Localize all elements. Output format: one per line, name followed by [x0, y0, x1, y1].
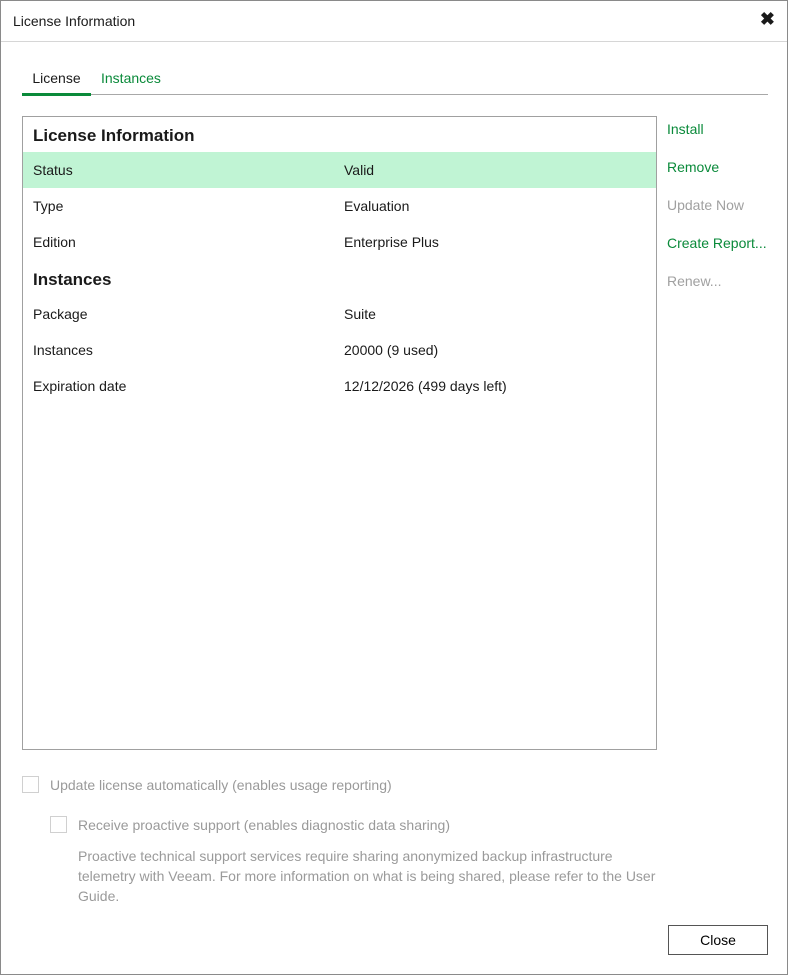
auto-update-label: Update license automatically (enables usage reporting) [50, 777, 392, 793]
tab-bar [22, 67, 768, 95]
proactive-support-description: Proactive technical support services require sharing anonymized backup infrastructure telemetry with Veeam. For more information on what is being shared, please refer to the User Guide. [78, 848, 656, 904]
license-details-panel [22, 116, 657, 750]
close-button[interactable]: Close [668, 925, 768, 955]
section-license-information: License Information [33, 126, 195, 145]
table-row-instances[interactable] [23, 332, 656, 368]
row-value: Evaluation [344, 198, 410, 214]
section-instances: Instances [33, 270, 112, 289]
tab-instances[interactable]: Instances [101, 70, 161, 86]
row-value: Enterprise Plus [344, 234, 439, 250]
auto-update-checkbox[interactable] [22, 776, 39, 793]
proactive-support-checkbox[interactable] [50, 816, 67, 833]
row-value: 12/12/2026 (499 days left) [344, 378, 507, 394]
row-key: Type [33, 198, 64, 214]
row-value: Suite [344, 306, 376, 322]
close-icon[interactable]: ✖ [759, 9, 775, 29]
row-value: Valid [344, 162, 375, 178]
title-bar [1, 1, 787, 42]
table-row-edition[interactable] [23, 224, 656, 260]
table-row-type[interactable] [23, 188, 656, 224]
table-row-status[interactable] [23, 152, 656, 188]
remove-link[interactable]: Remove [667, 159, 720, 175]
window-title: License Information [13, 13, 136, 29]
proactive-support-label: Receive proactive support (enables diagnostic data sharing) [78, 817, 450, 833]
row-key: Package [33, 306, 88, 322]
row-key: Status [33, 162, 73, 178]
row-key: Edition [33, 234, 76, 250]
row-key: Instances [33, 342, 93, 358]
table-row-expiration[interactable] [23, 368, 656, 404]
update-now-link: Update Now [667, 197, 745, 213]
row-value: 20000 (9 used) [344, 342, 439, 358]
table-row-package[interactable] [23, 296, 656, 332]
create-report-link[interactable]: Create Report... [667, 235, 767, 251]
renew-link: Renew... [667, 273, 722, 289]
row-key: Expiration date [33, 378, 127, 394]
install-link[interactable]: Install [667, 121, 704, 137]
tab-license[interactable]: License [22, 70, 91, 96]
